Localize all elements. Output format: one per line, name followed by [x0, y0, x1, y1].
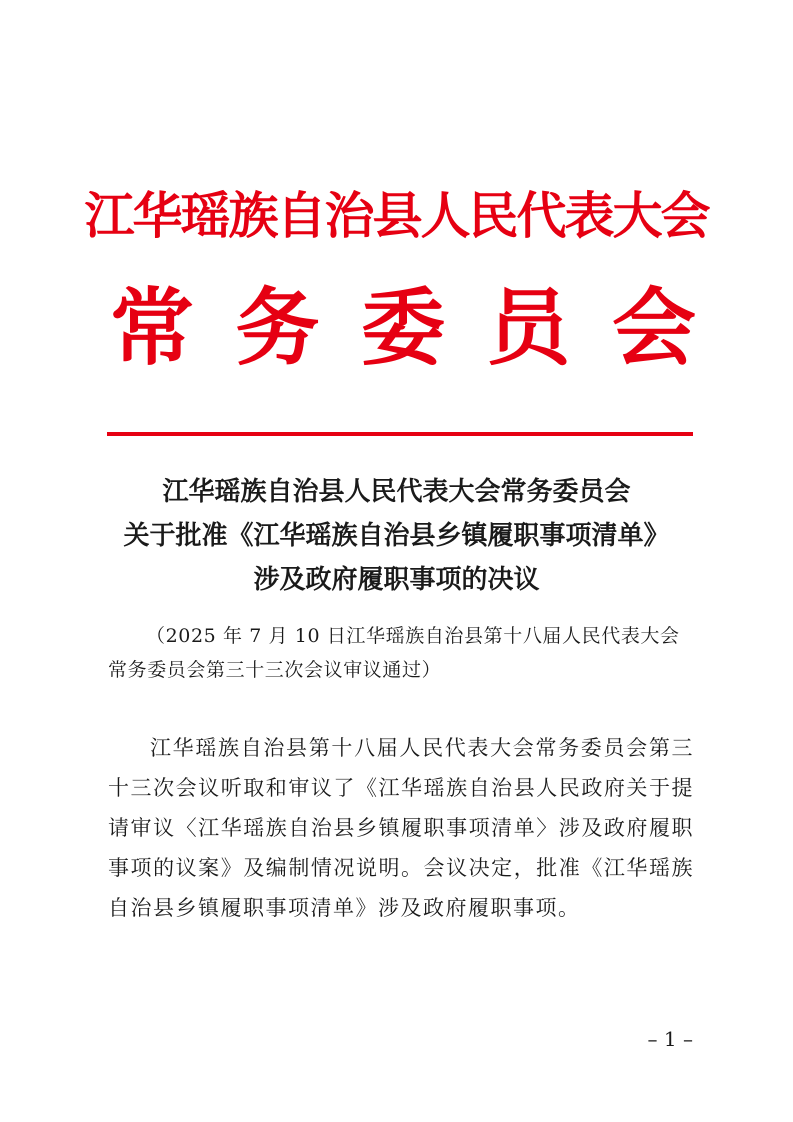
adoption-note: [108, 619, 693, 687]
committee-char: 务: [235, 278, 320, 377]
adoption-note-line: （2025 年 7 月 10 日江华瑶族自治县第十八届人民代表大会: [146, 625, 680, 647]
title-line: 江华瑶族自治县人民代表大会常务委员会: [162, 477, 631, 507]
committee-char: 员: [486, 278, 571, 377]
issuing-organization: 江华瑶族自治县人民代表大会: [84, 186, 709, 245]
title-line: 涉及政府履职事项的决议: [253, 565, 540, 595]
document-title: [0, 470, 793, 602]
page-number: – 1 –: [647, 1027, 693, 1051]
header-divider: [107, 432, 693, 436]
title-line: 关于批准《江华瑶族自治县乡镇履职事项清单》: [123, 521, 670, 551]
committee-char: 会: [611, 278, 696, 377]
committee-char: 常: [110, 278, 195, 377]
committee-char: 委: [360, 278, 445, 377]
resolution-body: 江华瑶族自治县第十八届人民代表大会常务委员会第三十三次会议听取和审议了《江华瑶族自治县人民政府关于提请审议〈江华瑶族自治县乡镇履职事项清单〉涉及政府履职事项的议案》及编制情况说明。会议决定，批准《江华瑶族自治县乡镇履职事项清单》涉及政府履职事项。: [108, 736, 694, 920]
committee-heading: [110, 278, 696, 378]
adoption-note-line: 常务委员会第三十三次会议审议通过）: [108, 659, 442, 681]
